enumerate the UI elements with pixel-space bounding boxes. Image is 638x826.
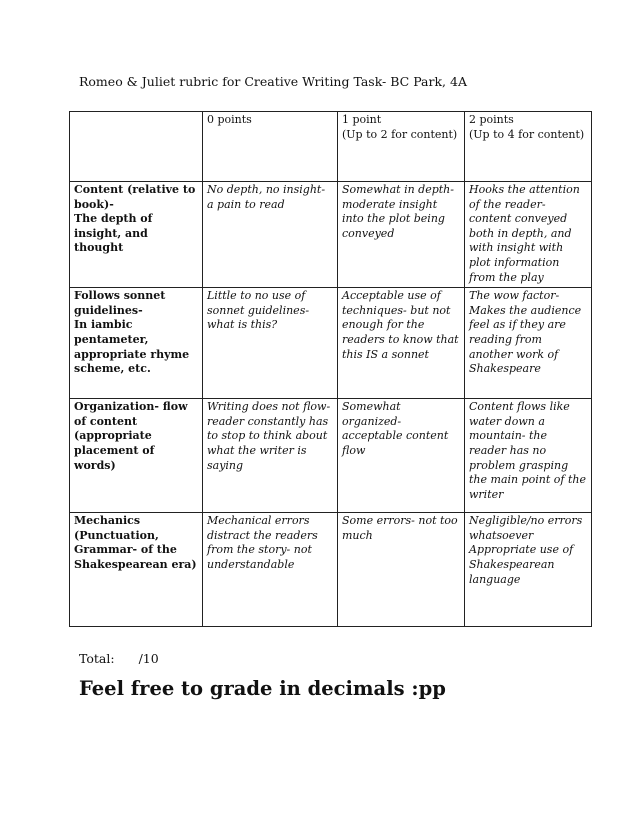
criterion-cell: Organization- flow of content (appropriate placement of words) <box>70 399 203 513</box>
one-point-cell: Somewhat organized- acceptable content flow <box>338 399 465 513</box>
header-two-points: 2 points (Up to 4 for content) <box>465 112 592 182</box>
two-points-cell: The wow factor- Makes the audience feel as if they are reading from another work of Shakespeare <box>465 288 592 399</box>
total-score: /10 <box>138 651 159 666</box>
one-point-cell: Somewhat in depth- moderate insight into the plot being conveyed <box>338 182 465 288</box>
zero-points-cell: Mechanical errors distract the readers from the story- not understandable <box>203 513 338 627</box>
table-row <box>70 399 592 513</box>
table-row <box>70 288 592 399</box>
grading-note: Feel free to grade in decimals :pp <box>79 677 446 700</box>
header-zero-points: 0 points <box>203 112 338 182</box>
one-point-cell: Acceptable use of techniques- but not enough for the readers to know that this IS a sonnet <box>338 288 465 399</box>
criterion-cell: Content (relative to book)- The depth of insight, and thought <box>70 182 203 288</box>
two-points-cell: Content flows like water down a mountain- the reader has no problem grasping the main point of the writer <box>465 399 592 513</box>
zero-points-cell: Little to no use of sonnet guidelines- what is this? <box>203 288 338 399</box>
total-line <box>79 651 159 666</box>
table-row <box>70 513 592 627</box>
rubric-table <box>69 111 592 627</box>
table-row <box>70 182 592 288</box>
criterion-cell: Follows sonnet guidelines- In iambic pentameter, appropriate rhyme scheme, etc. <box>70 288 203 399</box>
two-points-cell: Hooks the attention of the reader- content conveyed both in depth, and with insight with plot information from the play <box>465 182 592 288</box>
document-title: Romeo & Juliet rubric for Creative Writing Task- BC Park, 4A <box>79 74 467 89</box>
one-point-cell: Some errors- not too much <box>338 513 465 627</box>
header-row <box>70 112 592 182</box>
criterion-cell: Mechanics (Punctuation, Grammar- of the Shakespearean era) <box>70 513 203 627</box>
zero-points-cell: No depth, no insight- a pain to read <box>203 182 338 288</box>
header-one-point: 1 point (Up to 2 for content) <box>338 112 465 182</box>
two-points-cell: Negligible/no errors whatsoever Appropriate use of Shakespearean language <box>465 513 592 627</box>
total-label: Total: <box>79 651 115 666</box>
header-criteria-cell <box>70 112 203 182</box>
zero-points-cell: Writing does not flow- reader constantly has to stop to think about what the writer is saying <box>203 399 338 513</box>
